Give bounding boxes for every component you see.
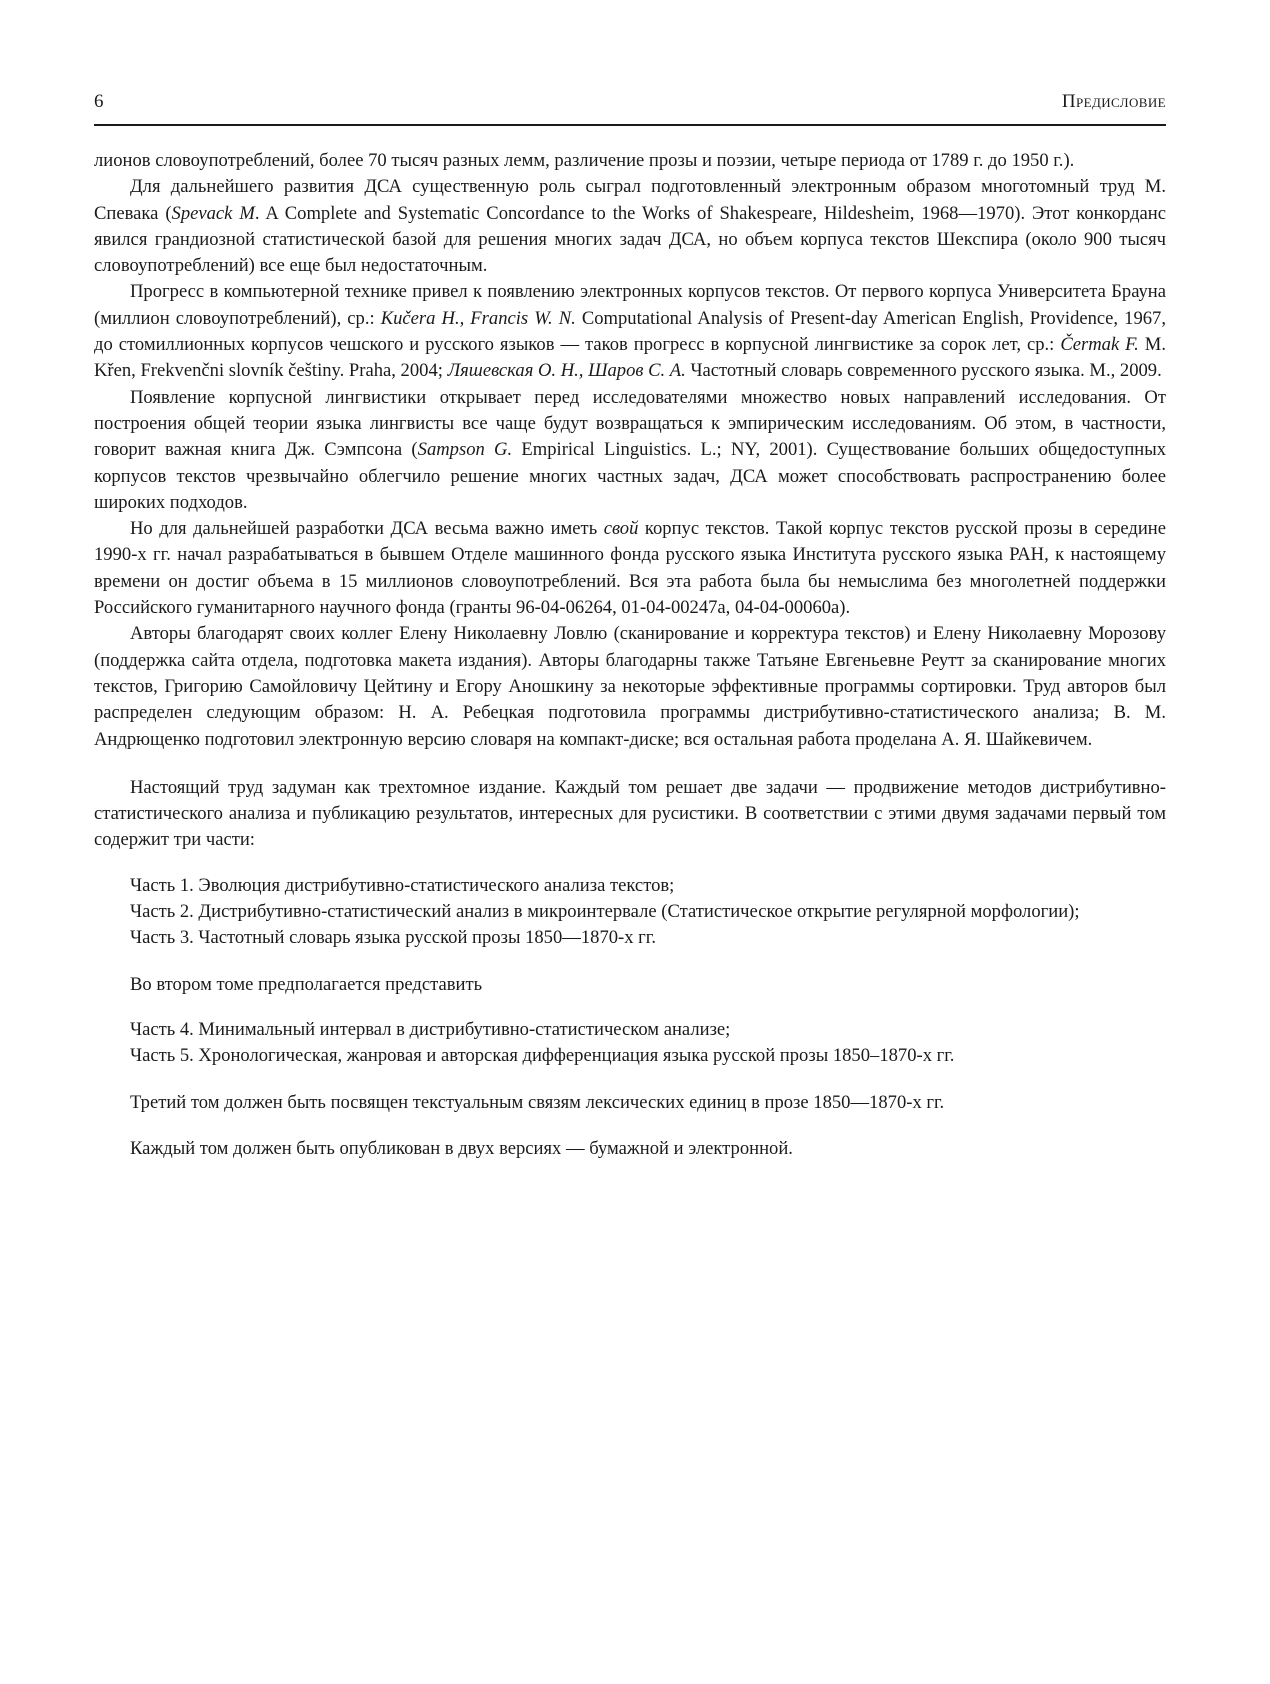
text-span: корпус текстов. Такой корпус текстов русской прозы в середине 1990-х гг. начал разрабатываться в бывшем Отделе машинного фонда русского языка Института русского языка РАН, к настоящему времени он достиг объема в 15 миллионов словоупотреблений. Вся эта работа была бы немыслима без многолетней поддержки Российского гуманитарного научного фонда (гранты 96-04-06264, 01-04-00247а, 04-04-00060а). — [94, 518, 1166, 619]
paragraph-three-volumes: Настоящий труд задуман как трехтомное издание. Каждый том решает две задачи — продвижение методов дистрибутивно-статистического анализа и публикацию результатов, интересных для русистики. В соответствии с этими двумя задачами первый том содержит три части: — [94, 776, 1166, 851]
text-span: Появление корпусной лингвистики открывает перед исследователями множество новых направлений исследования. От построения общей теории языка лингвисты все чаще будут возвращаться к эмпирическим исследованиям. Об этом, в частности, говорит важная книга Дж. Сэмпсона ( — [94, 386, 1166, 461]
list-item: Часть 4. Минимальный интервал в дистрибутивно-статистическом анализе; — [130, 1018, 731, 1040]
paragraph-corpus-linguistics — [94, 385, 1166, 516]
text-span: Computational Analysis of Present-day American English, Providence, 1967, до стомиллионных корпусов чешского и русского языков — таков прогресс в корпусной лингвистике за сорок лет, ср.: — [94, 307, 1166, 356]
paragraph-second-volume: Во втором томе предполагается представить — [130, 973, 483, 995]
body-text — [94, 148, 1166, 1162]
paragraph-continuation: лионов словоупотреблений, более 70 тысяч разных лемм, различение прозы и поэзии, четыре периода от 1789 г. до 1950 г.). — [94, 150, 1075, 171]
list-item: Часть 2. Дистрибутивно-статистический анализ в микроинтервале (Статистическое открытие регулярной морфологии); — [130, 901, 1080, 923]
paragraph-third-volume: Третий том должен быть посвящен текстуальным связям лексических единиц в прозе 1850—1870-х гг. — [130, 1091, 945, 1113]
text-span: Empirical Linguistics. L.; NY, 2001). Существование больших общедоступных корпусов текстов чрезвычайно облегчило решение многих частных задач, ДСА может способствовать распространению более широких подходов. — [94, 439, 1167, 513]
volume2-parts-list — [94, 1017, 1166, 1070]
text-span: Для дальнейшего развития ДСА существенную роль сыграл подготовленный электронным образом многотомный труд М. Спевака ( — [94, 176, 1166, 224]
emphasis: свой — [603, 518, 639, 540]
list-item: Часть 3. Частотный словарь языка русской прозы 1850—1870-х гг. — [130, 927, 656, 949]
paragraph-acknowledgements: Авторы благодарят своих коллег Елену Николаевну Ловлю (сканирование и корректура текстов) и Елену Николаевну Морозову (поддержка сайта отдела, подготовка макета издания). Авторы благодарны также Татьяне Евгеньевне Реутт за сканирование многих текстов, Григорию Самойловичу Цейтину и Егору Аношкину за некоторые эффективные программы сортировки. Труд авторов был распределен следующим образом: Н. А. Ребецкая подготовила программы дистрибутивно-статистического анализа; В. М. Андрющенко подготовил электронную версию словаря на компакт-диске; вся остальная работа проделана А. Я. Шайкевичем. — [94, 623, 1166, 750]
text-span: Но для дальнейшей разработки ДСА весьма важно иметь — [130, 518, 604, 540]
section-title: Предисловие — [1061, 91, 1166, 112]
text-span: M. Křen, Frekvenčni slovník češtiny. Praha, 2004; — [94, 334, 1166, 382]
list-item: Часть 1. Эволюция дистрибутивно-статистического анализа текстов; — [130, 874, 675, 896]
running-header — [94, 91, 1166, 126]
volume1-parts-list — [94, 873, 1166, 952]
author-name: Kučera H., Francis W. N. — [380, 307, 576, 329]
author-name: Čermak F. — [1060, 334, 1139, 356]
text-span: Прогресс в компьютерной технике привел к появлению электронных корпусов текстов. От первого корпуса Университета Брауна (миллион словоупотреблений), ср.: — [94, 281, 1166, 329]
author-name: Spevack M — [171, 202, 255, 224]
author-name: Sampson G. — [417, 439, 513, 461]
text-span: . A Complete and Systematic Concordance to the Works of Shakespeare, Hildesheim, 1968—1970). Этот конкорданс явился грандиозной статистической базой для решения многих задач ДСА, но объем корпуса текстов Шекспира (около 900 тысяч словоупотреблений) все еще был недостаточным. — [94, 202, 1166, 277]
paragraph-spevack — [94, 174, 1166, 279]
list-item: Часть 5. Хронологическая, жанровая и авторская дифференциация языка русской прозы 1850–1870-х гг. — [130, 1045, 955, 1067]
paragraph-own-corpus — [94, 516, 1166, 621]
author-name: Ляшевская О. Н., Шаров С. А. — [447, 360, 686, 382]
page-number: 6 — [94, 91, 104, 112]
paragraph-versions: Каждый том должен быть опубликован в двух версиях — бумажной и электронной. — [130, 1137, 793, 1159]
text-span: Частотный словарь современного русского языка. М., 2009. — [685, 360, 1162, 382]
paragraph-corpora-progress — [94, 279, 1166, 384]
